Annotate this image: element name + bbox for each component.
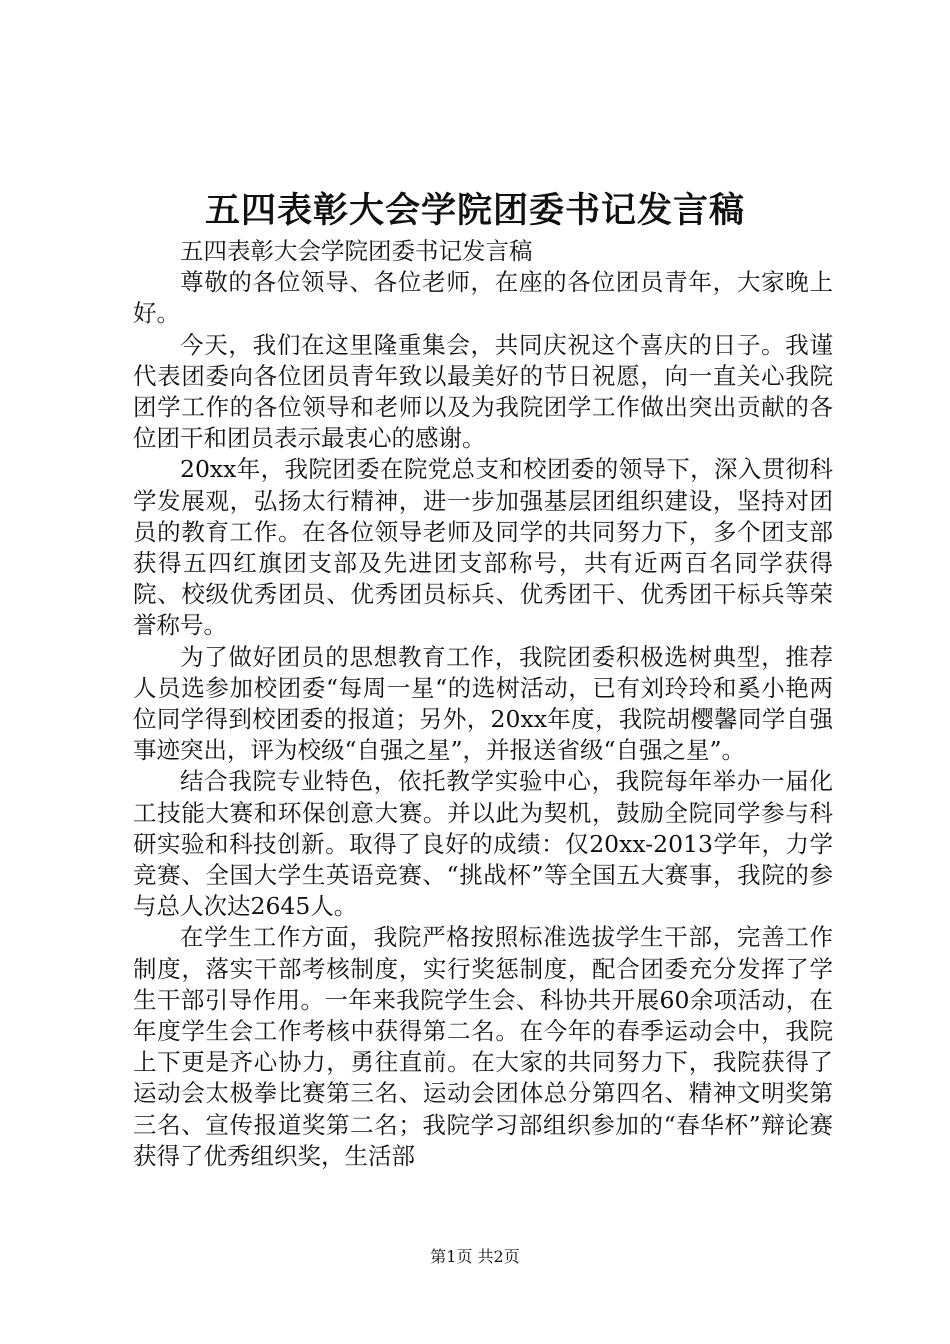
page-number: 第1页 共2页 bbox=[430, 1247, 520, 1266]
paragraph: 尊敬的各位领导、各位老师，在座的各位团员青年，大家晚上好。 bbox=[133, 268, 833, 328]
paragraph: 五四表彰大会学院团委书记发言稿 bbox=[180, 237, 533, 265]
paragraph: 在学生工作方面，我院严格按照标准选拔学生干部，完善工作制度，落实干部考核制度，实行奖惩制度，配合团委充分发挥了学生干部引导作用。一年来我院学生会、科协共开展60余项活动，在年度学生会工作考核中获得第二名。在今年的春季运动会中，我院上下更是齐心协力，勇往直前。在大家的共同努力下，我院获得了运动会太极拳比赛第三名、运动会团体总分第四名、精神文明奖第三名、宣传报道奖第二名；我院学习部组织参加的“春华杯”辩论赛获得了优秀组织奖，生活部 bbox=[133, 923, 833, 1170]
paragraph: 今天，我们在这里隆重集会，共同庆祝这个喜庆的日子。我谨代表团委向各位团员青年致以最美好的节日祝愿，向一直关心我院团学工作的各位领导和老师以及为我院团学工作做出突出贡献的各位团干和团员表示最衷心的感谢。 bbox=[133, 330, 833, 453]
paragraph: 20xx年，我院团委在院党总支和校团委的领导下，深入贯彻科学发展观，弘扬太行精神，进一步加强基层团组织建设，坚持对团员的教育工作。在各位领导老师及同学的共同努力下，多个团支部获得五四红旗团支部及先进团支部称号，共有近两百名同学获得院、校级优秀团员、优秀团员标兵、优秀团干、优秀团干标兵等荣誉称号。 bbox=[133, 455, 833, 640]
paragraph: 结合我院专业特色，依托教学实验中心，我院每年举办一届化工技能大赛和环保创意大赛。并以此为契机，鼓励全院同学参与科研实验和科技创新。取得了良好的成绩：仅20xx-2013学年，力学竞赛、全国大学生英语竞赛、“挑战杯”等全国五大赛事，我院的参与总人次达2645人。 bbox=[133, 767, 833, 921]
paragraph: 为了做好团员的思想教育工作，我院团委积极选树典型，推荐人员选参加校团委“每周一星“的选树活动，已有刘玲玲和奚小艳两位同学得到校团委的报道；另外，20xx年度，我院胡樱馨同学自强事迹突出，评为校级“自强之星”，并报送省级“自强之星”。 bbox=[133, 642, 833, 765]
document-title: 五四表彰大会学院团委书记发言稿 bbox=[204, 190, 745, 231]
document-body bbox=[133, 236, 833, 1172]
